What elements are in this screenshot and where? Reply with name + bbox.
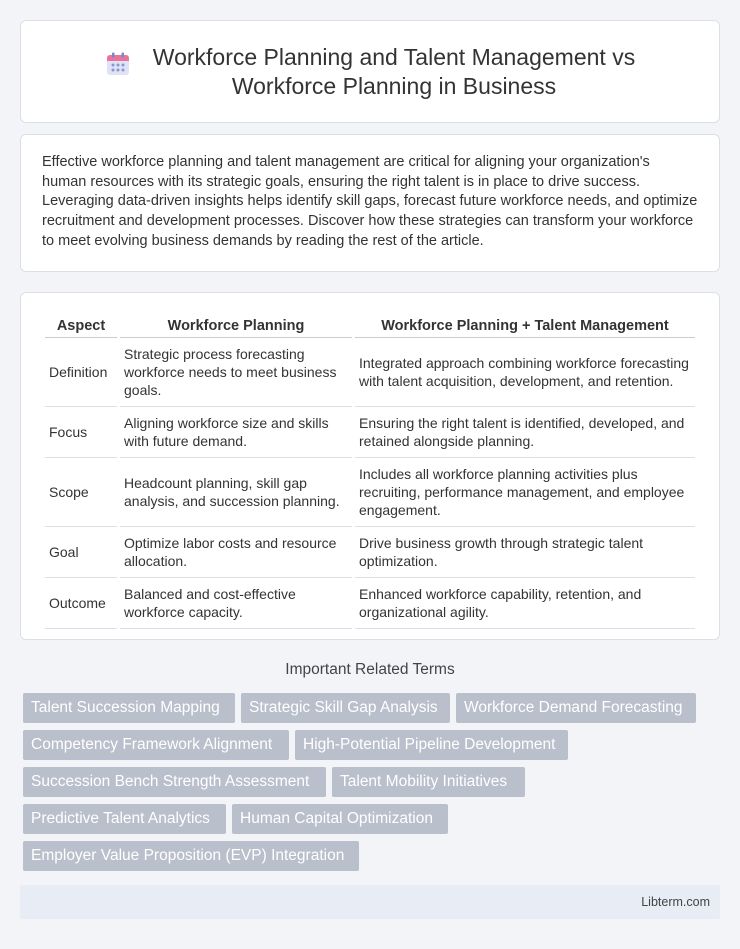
table-row — [45, 578, 695, 629]
table-header: Aspect — [45, 313, 117, 338]
related-term-tag[interactable]: Succession Bench Strength Assessment — [23, 767, 326, 797]
related-terms-title: Important Related Terms — [285, 661, 455, 678]
related-term-tag[interactable]: Competency Framework Alignment — [23, 730, 289, 760]
comparison-table-card — [20, 292, 720, 640]
table-cell-aspect: Focus — [45, 407, 117, 458]
related-term-tag[interactable]: Talent Mobility Initiatives — [332, 767, 525, 797]
page-title-line2: Workforce Planning in Business — [231, 72, 557, 99]
table-header-row — [45, 313, 695, 338]
table-header: Workforce Planning + Talent Management — [355, 313, 695, 338]
related-term-tag[interactable]: Employer Value Proposition (EVP) Integration — [23, 841, 359, 871]
table-cell: Strategic process forecasting workforce needs to meet business goals. — [120, 338, 352, 407]
table-cell: Includes all workforce planning activities plus recruiting, performance management, and employee engagement. — [355, 458, 695, 527]
table-cell: Headcount planning, skill gap analysis, and succession planning. — [120, 458, 352, 527]
footer — [20, 885, 720, 919]
related-term-tag[interactable]: Strategic Skill Gap Analysis — [241, 693, 450, 723]
table-header: Workforce Planning — [120, 313, 352, 338]
table-row — [45, 338, 695, 407]
table-row — [45, 527, 695, 578]
table-cell-aspect: Goal — [45, 527, 117, 578]
table-cell-aspect: Scope — [45, 458, 117, 527]
related-term-tag[interactable]: Human Capital Optimization — [232, 804, 448, 834]
page-title-line1: Workforce Planning and Talent Management vs — [152, 43, 636, 70]
table-cell: Ensuring the right talent is identified, developed, and retained alongside planning. — [355, 407, 695, 458]
title-card — [20, 20, 720, 123]
table-cell: Integrated approach combining workforce forecasting with talent acquisition, development, and retention. — [355, 338, 695, 407]
table-cell-aspect: Definition — [45, 338, 117, 407]
table-cell: Balanced and cost-effective workforce capacity. — [120, 578, 352, 629]
table-row — [45, 458, 695, 527]
table-cell: Aligning workforce size and skills with future demand. — [120, 407, 352, 458]
footer-site-link[interactable]: Libterm.com — [641, 895, 710, 909]
table-row — [45, 407, 695, 458]
intro-paragraph: Effective workforce planning and talent management are critical for aligning your organization's human resources with its strategic goals, ensuring the right talent is in place to drive success. Leveraging data-driven insights helps identify skill gaps, forecast future workforce needs, and optimize recruitment and development processes. Discover how these strategies can transform your workforce to meet evolving business demands by reading the rest of the article. — [42, 154, 698, 249]
table-cell: Enhanced workforce capability, retention, and organizational agility. — [355, 578, 695, 629]
page-title — [153, 43, 635, 101]
related-term-tag[interactable]: High-Potential Pipeline Development — [295, 730, 568, 760]
calendar-icon — [105, 51, 131, 77]
table-cell: Optimize labor costs and resource allocation. — [120, 527, 352, 578]
related-term-tag[interactable]: Workforce Demand Forecasting — [456, 693, 696, 723]
related-term-tag[interactable]: Talent Succession Mapping — [23, 693, 235, 723]
related-term-tag[interactable]: Predictive Talent Analytics — [23, 804, 226, 834]
table-cell-aspect: Outcome — [45, 578, 117, 629]
intro-card — [20, 134, 720, 272]
table-cell: Drive business growth through strategic talent optimization. — [355, 527, 695, 578]
comparison-table — [42, 313, 698, 629]
